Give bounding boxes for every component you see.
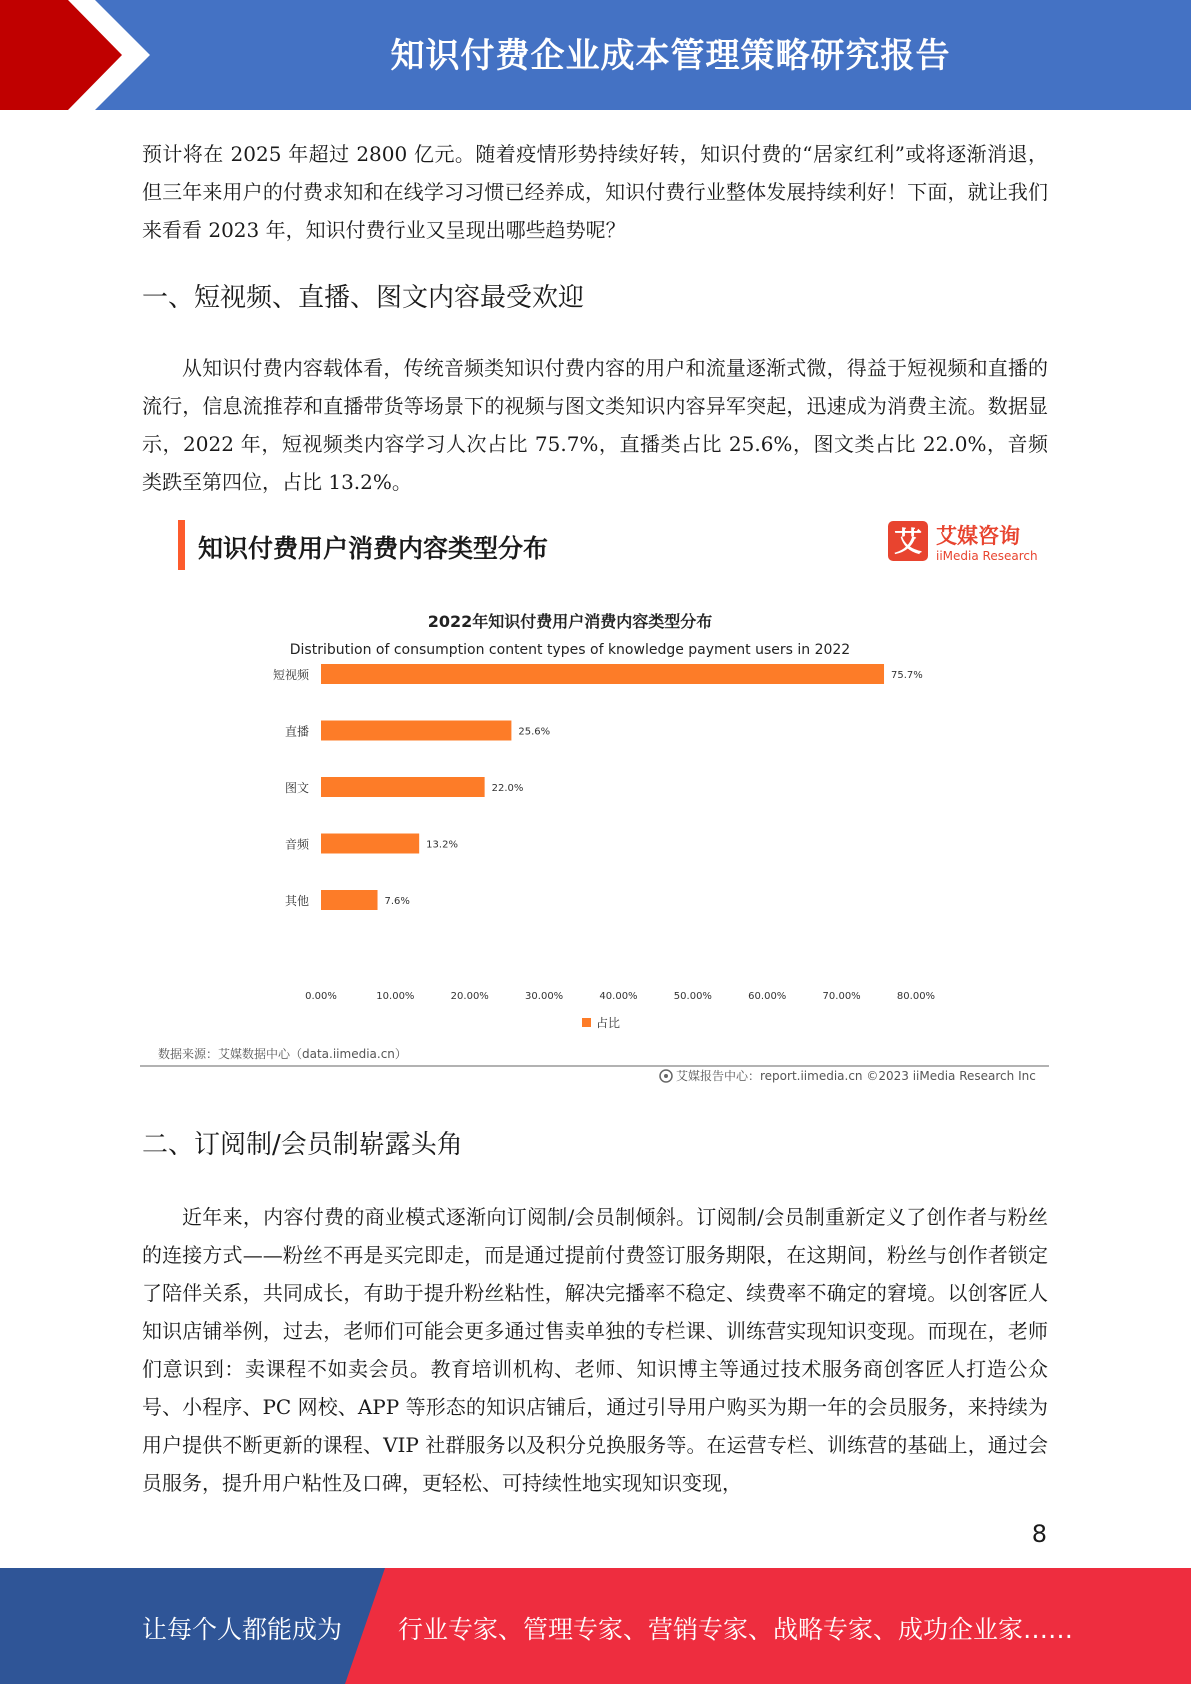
report-title: 知识付费企业成本管理策略研究报告 bbox=[390, 36, 951, 76]
intro-paragraph: 预计将在 2025 年超过 2800 亿元。随着疫情形势持续好转，知识付费的“居家红利”或将逐渐消退，但三年来用户的付费求知和在线学习习惯已经养成，知识付费行业整体发展持续利好！下面，就让我们来看看 2023 年，知识付费行业又呈现出哪些趋势呢？ bbox=[142, 142, 1048, 242]
bar-chart bbox=[140, 498, 1049, 1084]
page-number: 8 bbox=[1031, 1520, 1047, 1548]
chart-header-title: 知识付费用户消费内容类型分布 bbox=[198, 534, 549, 563]
section-1-heading: 一、短视频、直播、图文内容最受欢迎 bbox=[142, 283, 585, 313]
report-center-icon bbox=[660, 1070, 672, 1082]
bar bbox=[321, 777, 485, 797]
x-tick-label: 40.00% bbox=[599, 991, 638, 1002]
x-tick-label: 20.00% bbox=[450, 991, 489, 1002]
section-1-paragraph: 从知识付费内容载体看，传统音频类知识付费内容的用户和流量逐渐式微，得益于短视频和直播的流行，信息流推荐和直播带货等场景下的视频与图文类知识内容异军突起，迅速成为消费主流。数据显示，2022 年，短视频类内容学习人次占比 75.7%，直播类占比 25.6%，图文类占比 22.0%，音频类跌至第四位，占比 13.2%。 bbox=[142, 356, 1048, 494]
x-tick-label: 0.00% bbox=[305, 991, 337, 1002]
section-2-heading: 二、订阅制/会员制崭露头角 bbox=[142, 1130, 463, 1160]
bar bbox=[321, 721, 511, 741]
category-label: 其他 bbox=[284, 894, 309, 908]
page-header bbox=[0, 0, 1191, 110]
data-label: 7.6% bbox=[384, 896, 410, 907]
x-tick-label: 70.00% bbox=[822, 991, 861, 1002]
data-label: 75.7% bbox=[891, 670, 923, 681]
bar bbox=[321, 834, 419, 854]
iimedia-logo-icon bbox=[888, 521, 928, 561]
data-label: 13.2% bbox=[426, 839, 458, 851]
category-label: 直播 bbox=[284, 724, 309, 739]
chart-credit: 艾媒报告中心：report.iimedia.cn ©2023 iiMedia Research Inc bbox=[676, 1069, 1036, 1083]
brand-logo-glyph: 艾 bbox=[893, 525, 923, 558]
data-label: 22.0% bbox=[491, 783, 524, 794]
x-tick-label: 60.00% bbox=[748, 991, 787, 1002]
x-tick-label: 10.00% bbox=[376, 991, 415, 1002]
legend-label: 占比 bbox=[596, 1016, 621, 1030]
brand-name-en: iiMedia Research bbox=[936, 549, 1038, 563]
x-tick-label: 50.00% bbox=[673, 991, 712, 1002]
chart-title: 2022年知识付费用户消费内容类型分布 bbox=[427, 612, 713, 631]
chart-source: 数据来源：艾媒数据中心（data.iimedia.cn） bbox=[158, 1047, 407, 1061]
footer-slogan-right: 行业专家、管理专家、营销专家、战略专家、成功企业家…… bbox=[398, 1615, 1074, 1644]
x-axis-ticks bbox=[305, 991, 935, 1002]
bar bbox=[321, 890, 378, 910]
bars-layer bbox=[273, 664, 923, 910]
chart-subtitle: Distribution of consumption content types of knowledge payment users in 2022 bbox=[289, 642, 851, 658]
category-label: 音频 bbox=[284, 837, 309, 852]
page-footer bbox=[0, 1568, 1191, 1684]
header-chevron-icon bbox=[0, 0, 160, 110]
chart-figure bbox=[140, 498, 1049, 1084]
chart-title-accent bbox=[178, 520, 185, 570]
bar bbox=[321, 664, 884, 684]
footer-slogan-left: 让每个人都能成为 bbox=[142, 1615, 343, 1644]
category-label: 图文 bbox=[284, 781, 309, 795]
section-2-paragraph: 近年来，内容付费的商业模式逐渐向订阅制/会员制倾斜。订阅制/会员制重新定义了创作者与粉丝的连接方式——粉丝不再是买完即走，而是通过提前付费签订服务期限，在这期间，粉丝与创作者锁定了陪伴关系，共同成长，有助于提升粉丝粘性，解决完播率不稳定、续费率不确定的窘境。以创客匠人知识店铺举例，过去，老师们可能会更多通过售卖单独的专栏课、训练营实现知识变现。而现在，老师们意识到：卖课程不如卖会员。教育培训机构、老师、知识博主等通过技术服务商创客匠人打造公众号、小程序、PC 网校、APP 等形态的知识店铺后，通过引导用户购买为期一年的会员服务，来持续为用户提供不断更新的课程、VIP 社群服务以及积分兑换服务等。在运营专栏、训练营的基础上，通过会员服务，提升用户粘性及口碑，更轻松、可持续性地实现知识变现， bbox=[142, 1205, 1048, 1495]
data-label: 25.6% bbox=[518, 726, 551, 738]
category-label: 短视频 bbox=[272, 668, 309, 682]
x-tick-label: 30.00% bbox=[525, 991, 564, 1002]
brand-name-cn: 艾媒咨询 bbox=[936, 524, 1020, 548]
x-tick-label: 80.00% bbox=[896, 991, 936, 1002]
legend-swatch bbox=[582, 1018, 591, 1027]
